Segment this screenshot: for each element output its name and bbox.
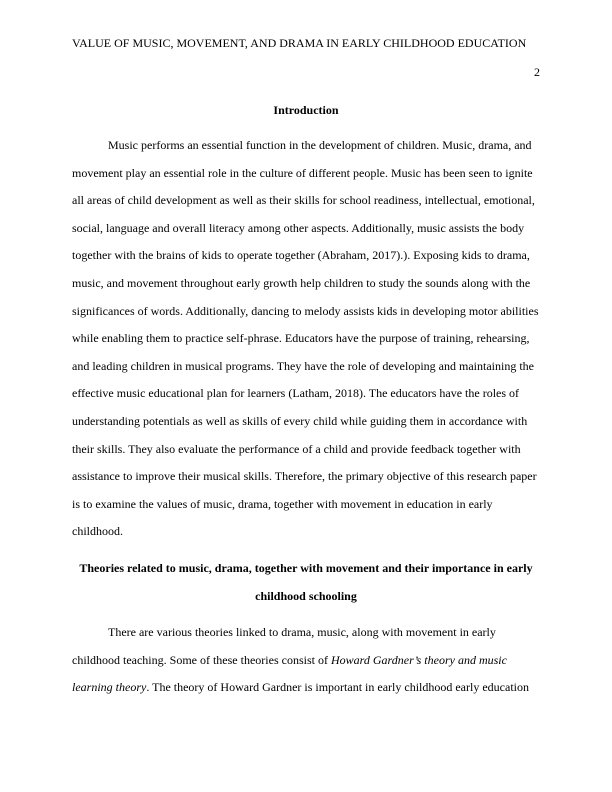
paragraph-line: understanding potentials as well as skills of every child while guiding them in accordance with (72, 413, 528, 428)
paragraph-line: learning theory. The theory of Howard Gardner is important in early childhood early education (72, 680, 529, 695)
introduction-paragraph (72, 132, 540, 546)
italic-theory-name: learning theory (72, 680, 147, 695)
paragraph-line: movement play an essential role in the culture of different people. Music has been seen to ignite (72, 165, 533, 180)
heading-line: Theories related to music, drama, together with movement and their importance in early (79, 561, 533, 575)
paragraph-line: assistance to improve their musical skills. Therefore, the primary objective of this research paper (72, 469, 537, 484)
paragraph-line: effective music educational plan for learners (Latham, 2018). The educators have the roles of (72, 386, 520, 401)
paragraph-line: all areas of child development as well as their skills for school readiness, intellectual, emotional, (72, 193, 535, 208)
heading-line: childhood schooling (255, 588, 357, 603)
paragraph-line: significances of words. Additionally, dancing to melody assists kids in developing motor abilities (72, 303, 539, 318)
paragraph-line: childhood teaching. Some of these theories consist of Howard Gardner’s theory and music (72, 652, 507, 667)
paragraph-line: There are various theories linked to drama, music, along with movement in early (108, 625, 496, 639)
paragraph-line: Music performs an essential function in the development of children. Music, drama, and (108, 138, 532, 152)
italic-theory-names: Howard Gardner’s theory and music (330, 652, 507, 667)
paragraph-line: childhood. (72, 524, 123, 539)
paragraph-line: and leading children in musical programs. They have the role of developing and maintaining the (72, 358, 534, 373)
theories-paragraph (72, 619, 540, 702)
running-head: VALUE OF MUSIC, MOVEMENT, AND DRAMA IN EARLY CHILDHOOD EDUCATION (72, 36, 527, 50)
page-number: 2 (534, 65, 540, 79)
paragraph-line: while enabling them to practice self-phrase. Educators have the purpose of training, rehearsing, (72, 331, 530, 346)
paragraph-line: is to examine the values of music, drama, together with movement in education in early (72, 496, 493, 511)
section-heading-introduction: Introduction (273, 103, 339, 117)
paragraph-line: music, and movement throughout early growth help children to study the sounds along with the (72, 275, 531, 290)
paragraph-line: together with the brains of kids to operate together (Abraham, 2017).). Exposing kids to drama, (72, 248, 530, 263)
paragraph-line: social, language and overall literacy among other aspects. Additionally, music assists the body (72, 220, 525, 235)
section-heading-theories (72, 555, 540, 610)
paragraph-line: their skills. They also evaluate the performance of a child and provide feedback together with (72, 441, 521, 456)
